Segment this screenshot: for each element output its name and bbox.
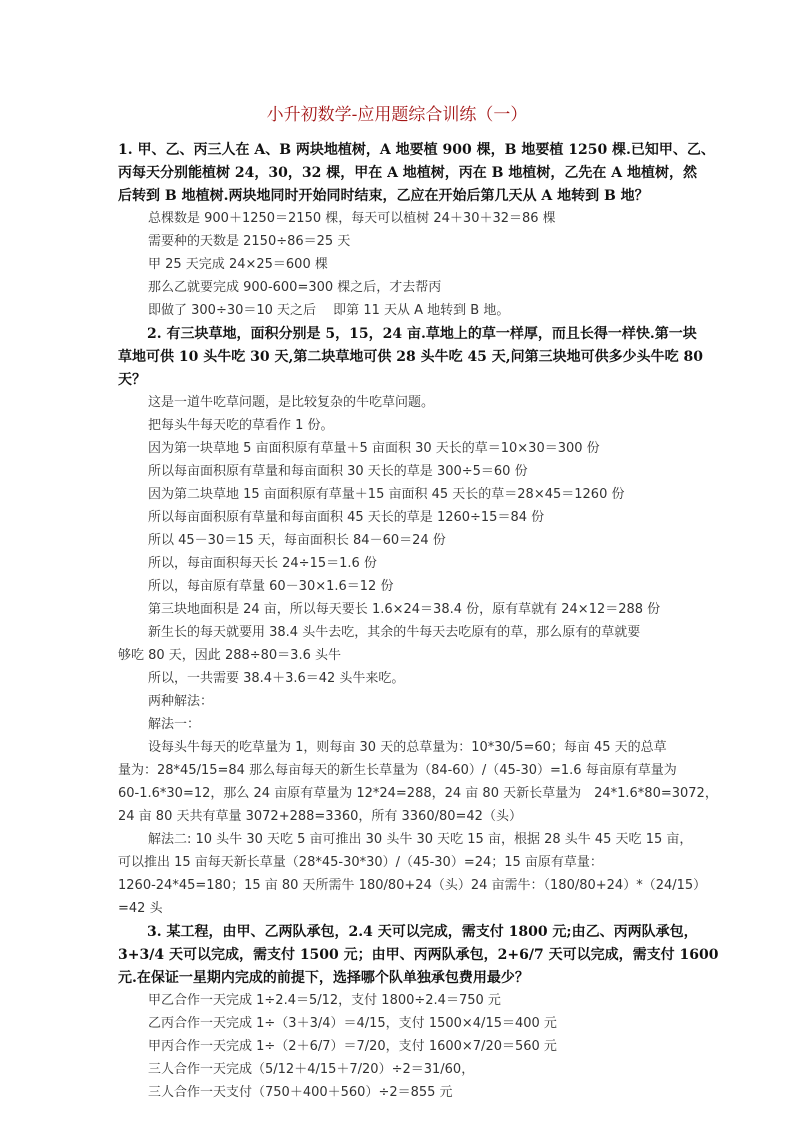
solution-line: 那么乙就要完成 900-600=300 棵之后，才去帮丙 <box>148 280 442 295</box>
solution-line: 设每头牛每天的吃草量为 1，则每亩 30 天的总草量为：10*30/5=60；每亩 45 天的总草 <box>148 740 667 755</box>
solution-line: 因为第二块草地 15 亩面积原有草量＋15 亩面积 45 天长的草＝28×45＝1260 份 <box>148 487 625 502</box>
solution-line: 需要种的天数是 2150÷86＝25 天 <box>148 234 351 249</box>
problem-1-line: 1. 甲、乙、丙三人在 A、B 两块地植树，A 地要植 900 棵，B 地要植 1250 棵.已知甲、乙、 <box>118 142 715 158</box>
solution-line: 甲乙合作一天完成 1÷2.4＝5/12，支付 1800÷2.4＝750 元 <box>148 993 501 1008</box>
solution-line: 新生长的每天就要用 38.4 头牛去吃，其余的牛每天去吃原有的草，那么原有的草就要 <box>148 625 641 640</box>
solution-line: 甲 25 天完成 24×25＝600 棵 <box>148 257 328 272</box>
solution-line: 所以每亩面积原有草量和每亩面积 45 天长的草是 1260÷15＝84 份 <box>148 510 545 525</box>
solution-line: 所以 45－30＝15 天，每亩面积长 84－60＝24 份 <box>148 533 446 548</box>
solution-line: 把每头牛每天吃的草看作 1 份。 <box>148 418 334 433</box>
solution-line: 两种解法： <box>148 694 214 709</box>
solution-line: 因为第一块草地 5 亩面积原有草量＋5 亩面积 30 天长的草＝10×30＝300 份 <box>148 441 600 456</box>
solution-line: 甲丙合作一天完成 1÷（2＋6/7）＝7/20，支付 1600×7/20＝560 元 <box>148 1039 557 1054</box>
solution-line: 三人合作一天完成（5/12＋4/15＋7/20）÷2＝31/60， <box>148 1062 475 1077</box>
solution-line: 总棵数是 900＋1250＝2150 棵，每天可以植树 24＋30＋32＝86 棵 <box>148 211 556 226</box>
problem-1-line: 丙每天分别能植树 24，30，32 棵，甲在 A 地植树，丙在 B 地植树，乙先在 A 地植树，然 <box>118 165 697 181</box>
solution-line: 三人合作一天支付（750＋400＋560）÷2＝855 元 <box>148 1085 453 1100</box>
problem-3-line: 3+3/4 天可以完成，需支付 1500 元；由甲、丙两队承包，2+6/7 天可以完成，需支付 1600 <box>118 947 719 963</box>
problem-2-line: 天？ <box>118 372 146 388</box>
solution-line: 量为：28*45/15=84 那么每亩每天的新生长草量为（84-60）/（45-30）=1.6 每亩原有草量为 <box>118 763 677 778</box>
solution-line: 所以，一共需要 38.4＋3.6＝42 头牛来吃。 <box>148 671 405 686</box>
problem-3-line: 3. 某工程，由甲、乙两队承包，2.4 天可以完成，需支付 1800 元;由乙、丙两队承包， <box>147 924 698 940</box>
solution-line: 第三块地面积是 24 亩，所以每天要长 1.6×24＝38.4 份，原有草就有 24×12＝288 份 <box>148 602 661 617</box>
solution-line: 1260-24*45=180；15 亩 80 天所需牛 180/80+24（头）24 亩需牛：（180/80+24）*（24/15） <box>118 878 707 893</box>
solution-line: 即做了 300÷30＝10 天之后 即第 11 天从 A 地转到 B 地。 <box>148 303 510 318</box>
problem-2-line: 草地可供 10 头牛吃 30 天,第二块草地可供 28 头牛吃 45 天,问第三块地可供多少头牛吃 80 <box>118 349 704 365</box>
solution-line: 乙丙合作一天完成 1÷（3＋3/4）＝4/15，支付 1500×4/15＝400 元 <box>148 1016 557 1031</box>
document-title: 小升初数学-应用题综合训练（一） <box>266 105 528 125</box>
problem-1-line: 后转到 B 地植树.两块地同时开始同时结束，乙应在开始后第几天从 A 地转到 B 地？ <box>118 188 649 204</box>
solution-line: 所以，每亩原有草量 60－30×1.6＝12 份 <box>148 579 394 594</box>
solution-line: 这是一道牛吃草问题，是比较复杂的牛吃草问题。 <box>148 395 435 410</box>
solution-line: 60-1.6*30=12，那么 24 亩原有草量为 12*24=288，24 亩 80 天新长草量为 24*1.6*80=3072， <box>118 786 718 801</box>
solution-line: 解法二: 10 头牛 30 天吃 5 亩可推出 30 头牛 30 天吃 15 亩，根据 28 头牛 45 天吃 15 亩， <box>148 832 693 847</box>
problem-3-line: 元.在保证一星期内完成的前提下，选择哪个队单独承包费用最少？ <box>118 970 529 986</box>
solution-line: 够吃 80 天，因此 288÷80＝3.6 头牛 <box>118 648 341 663</box>
solution-line: 解法一： <box>148 717 201 732</box>
problem-2-line: 2. 有三块草地，面积分别是 5，15，24 亩.草地上的草一样厚，而且长得一样快.第一块 <box>147 326 697 342</box>
solution-line: 24 亩 80 天共有草量 3072+288=3360，所有 3360/80=42（头） <box>118 809 522 824</box>
solution-line: 所以每亩面积原有草量和每亩面积 30 天长的草是 300÷5＝60 份 <box>148 464 528 479</box>
solution-line: =42 头 <box>118 901 163 916</box>
solution-line: 可以推出 15 亩每天新长草量（28*45-30*30）/（45-30）=24；15 亩原有草量： <box>118 855 603 870</box>
solution-line: 所以，每亩面积每天长 24÷15＝1.6 份 <box>148 556 377 571</box>
